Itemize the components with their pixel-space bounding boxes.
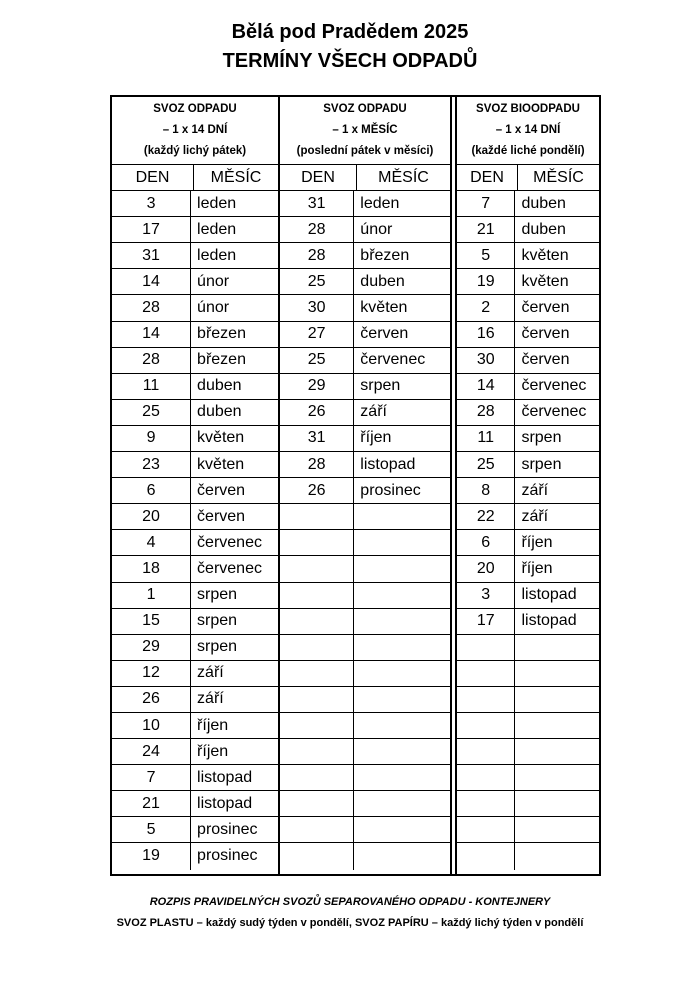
mesic-cell: [354, 635, 450, 660]
table-row: [457, 609, 599, 635]
den-cell: 28: [112, 348, 191, 373]
schedule-table: [110, 95, 601, 876]
table-row: [457, 713, 599, 739]
mesic-cell: říjen: [360, 429, 392, 447]
column-header-line2: – 1 x 14 DNÍ: [162, 124, 228, 136]
table-row: [457, 295, 599, 321]
mesic-cell: září: [360, 403, 387, 421]
mesic-header: MĚSÍC: [210, 168, 262, 186]
table-row: [112, 530, 278, 556]
mesic-header: MĚSÍC: [533, 168, 584, 186]
table-row: [280, 478, 450, 504]
column-header: [280, 97, 450, 165]
den-cell: 9: [112, 426, 191, 451]
mesic-cell: březen: [197, 351, 246, 369]
mesic-cell: červen: [197, 481, 246, 499]
table-row: [457, 583, 599, 609]
table-row: [457, 400, 599, 426]
den-cell: 14: [457, 374, 515, 399]
mesic-cell: [354, 739, 450, 764]
column-header-line1: SVOZ ODPADU: [153, 103, 237, 115]
den-cell: 27: [280, 322, 354, 347]
table-row: [112, 583, 278, 609]
den-cell: 14: [112, 322, 191, 347]
mesic-cell: květen: [521, 246, 569, 264]
mesic-cell: [354, 765, 450, 790]
table-row: [280, 817, 450, 843]
den-cell: 26: [280, 478, 354, 503]
den-cell: 22: [457, 504, 515, 529]
mesic-cell: listopad: [521, 586, 577, 604]
table-row: [457, 426, 599, 452]
den-cell: 30: [457, 348, 515, 373]
table-row: [457, 269, 599, 295]
den-cell: 31: [280, 426, 354, 451]
mesic-cell: [354, 687, 450, 712]
mesic-cell: leden: [360, 194, 400, 212]
mesic-cell: červen: [521, 325, 570, 343]
mesic-cell: červen: [521, 299, 570, 317]
den-cell: [457, 713, 515, 738]
table-row: [112, 295, 278, 321]
mesic-cell: [515, 791, 599, 816]
table-row: [457, 530, 599, 556]
table-row: [457, 217, 599, 243]
den-cell: 3: [112, 191, 191, 216]
table-row: [280, 269, 450, 295]
den-cell: [280, 609, 354, 634]
mesic-cell: září: [197, 690, 224, 708]
general-waste-monthly-column: [280, 97, 450, 874]
mesic-cell: říjen: [197, 742, 229, 760]
table-row: [112, 661, 278, 687]
table-row: [112, 374, 278, 400]
table-row: [112, 504, 278, 530]
table-row: [280, 217, 450, 243]
den-cell: [457, 791, 515, 816]
table-row: [112, 687, 278, 713]
den-cell: 26: [280, 400, 354, 425]
mesic-cell: únor: [360, 220, 393, 238]
table-row: [280, 765, 450, 791]
table-row: [457, 478, 599, 504]
mesic-cell: [354, 791, 450, 816]
mesic-cell: [515, 661, 599, 686]
den-cell: 25: [112, 400, 191, 425]
table-row: [457, 556, 599, 582]
den-cell: 25: [280, 348, 354, 373]
table-row: [457, 843, 599, 869]
mesic-cell: listopad: [521, 612, 577, 630]
den-cell: 20: [112, 504, 191, 529]
table-row: [280, 348, 450, 374]
page-title: Bělá pod Pradědem 2025: [231, 21, 469, 43]
den-cell: 7: [112, 765, 191, 790]
den-cell: [280, 687, 354, 712]
mesic-cell: [515, 765, 599, 790]
mesic-cell: [354, 609, 450, 634]
mesic-cell: září: [521, 481, 549, 499]
table-row: [112, 243, 278, 269]
mesic-cell: duben: [360, 272, 405, 290]
table-row: [280, 583, 450, 609]
den-cell: [457, 817, 515, 842]
den-cell: 2: [457, 295, 515, 320]
table-row: [457, 191, 599, 217]
table-row: [112, 452, 278, 478]
mesic-cell: červen: [360, 325, 409, 343]
den-cell: 14: [112, 269, 191, 294]
den-cell: 1: [112, 583, 191, 608]
den-cell: 17: [457, 609, 515, 634]
den-cell: [280, 661, 354, 686]
den-cell: [457, 843, 515, 869]
mesic-cell: srpen: [521, 455, 562, 473]
den-cell: 11: [112, 374, 191, 399]
den-cell: 31: [280, 191, 354, 216]
mesic-cell: [515, 817, 599, 842]
den-cell: [280, 739, 354, 764]
mesic-cell: listopad: [197, 768, 253, 786]
mesic-cell: listopad: [197, 794, 253, 812]
table-row: [280, 400, 450, 426]
mesic-cell: květen: [360, 299, 408, 317]
den-cell: [280, 530, 354, 555]
footer-note-text: SVOZ PLASTU – každý sudý týden v pondělí, SVOZ PAPÍRU – každý lichý týden v pondělí: [116, 917, 584, 929]
den-cell: 20: [457, 556, 515, 581]
table-row: [112, 635, 278, 661]
mesic-header: MĚSÍC: [378, 168, 429, 186]
mesic-cell: září: [521, 507, 549, 525]
den-cell: 4: [112, 530, 191, 555]
mesic-cell: červenec: [521, 377, 587, 395]
table-row: [112, 191, 278, 217]
den-cell: 28: [280, 243, 354, 268]
mesic-cell: červen: [521, 351, 570, 369]
column-header: [457, 97, 599, 165]
column-header-line2: – 1 x MĚSÍC: [332, 124, 398, 136]
table-row: [457, 452, 599, 478]
den-cell: 28: [112, 295, 191, 320]
mesic-cell: květen: [197, 455, 245, 473]
page-subtitle: TERMÍNY VŠECH ODPADŮ: [222, 50, 478, 72]
den-cell: 23: [112, 452, 191, 477]
table-row: [112, 348, 278, 374]
den-cell: 28: [280, 452, 354, 477]
table-row: [280, 635, 450, 661]
table-row: [280, 713, 450, 739]
den-cell: [280, 635, 354, 660]
den-cell: [280, 843, 354, 869]
mesic-cell: [354, 583, 450, 608]
den-cell: 28: [457, 400, 515, 425]
table-row: [280, 739, 450, 765]
den-cell: [457, 661, 515, 686]
mesic-cell: květen: [197, 429, 245, 447]
den-cell: [280, 504, 354, 529]
den-cell: [457, 739, 515, 764]
den-cell: 17: [112, 217, 191, 242]
den-cell: 25: [457, 452, 515, 477]
table-row: [280, 661, 450, 687]
table-row: [280, 843, 450, 869]
column-header-line1: SVOZ BIOODPADU: [476, 103, 580, 115]
den-cell: [457, 635, 515, 660]
den-cell: [280, 817, 354, 842]
table-row: [457, 661, 599, 687]
mesic-cell: [515, 739, 599, 764]
mesic-cell: [354, 843, 450, 869]
mesic-cell: duben: [521, 220, 566, 238]
table-row: [280, 243, 450, 269]
table-row: [280, 530, 450, 556]
mesic-cell: srpen: [197, 586, 238, 604]
mesic-cell: prosinec: [360, 481, 421, 499]
table-row: [112, 713, 278, 739]
mesic-cell: duben: [197, 403, 242, 421]
mesic-cell: říjen: [521, 559, 553, 577]
table-row: [457, 504, 599, 530]
mesic-cell: [354, 713, 450, 738]
den-cell: 25: [280, 269, 354, 294]
table-header-row: [112, 165, 278, 191]
table-row: [112, 426, 278, 452]
table-row: [457, 791, 599, 817]
table-row: [112, 765, 278, 791]
den-cell: [280, 765, 354, 790]
mesic-cell: říjen: [197, 716, 229, 734]
mesic-cell: [515, 843, 599, 869]
table-row: [112, 843, 278, 869]
mesic-cell: [354, 504, 450, 529]
den-cell: 5: [112, 817, 191, 842]
den-cell: 18: [112, 556, 191, 581]
mesic-cell: duben: [197, 377, 242, 395]
mesic-cell: září: [197, 664, 224, 682]
den-cell: 6: [457, 530, 515, 555]
den-cell: [280, 583, 354, 608]
table-row: [457, 817, 599, 843]
column-header-line3: (každý lichý pátek): [143, 145, 247, 157]
den-cell: 30: [280, 295, 354, 320]
den-header: DEN: [112, 165, 194, 190]
den-cell: [457, 687, 515, 712]
table-row: [457, 322, 599, 348]
mesic-cell: červenec: [360, 351, 426, 369]
den-cell: 29: [112, 635, 191, 660]
mesic-cell: prosinec: [197, 847, 258, 865]
den-cell: 11: [457, 426, 515, 451]
den-cell: 19: [112, 843, 191, 869]
den-cell: 24: [112, 739, 191, 764]
table-row: [112, 269, 278, 295]
den-cell: 21: [457, 217, 515, 242]
column-header-line2: – 1 x 14 DNÍ: [495, 124, 561, 136]
table-row: [457, 765, 599, 791]
den-header: DEN: [280, 165, 357, 190]
biowaste-column: [457, 97, 599, 874]
mesic-cell: [515, 687, 599, 712]
mesic-cell: [515, 635, 599, 660]
table-row: [280, 556, 450, 582]
mesic-cell: červenec: [521, 403, 587, 421]
footer-note-title: ROZPIS PRAVIDELNÝCH SVOZŮ SEPAROVANÉHO ODPADU - KONTEJNERY: [149, 896, 551, 908]
column-header-line3: (každé liché pondělí): [471, 145, 585, 157]
mesic-cell: květen: [521, 272, 569, 290]
den-cell: 28: [280, 217, 354, 242]
table-row: [112, 817, 278, 843]
table-row: [112, 217, 278, 243]
table-row: [457, 348, 599, 374]
mesic-cell: [354, 530, 450, 555]
table-row: [280, 687, 450, 713]
table-header-row: [457, 165, 599, 191]
table-row: [280, 295, 450, 321]
table-row: [112, 400, 278, 426]
table-row: [280, 322, 450, 348]
table-row: [280, 426, 450, 452]
table-row: [457, 374, 599, 400]
table-row: [280, 191, 450, 217]
table-row: [112, 322, 278, 348]
den-cell: 6: [112, 478, 191, 503]
mesic-cell: červenec: [197, 533, 262, 551]
mesic-cell: listopad: [360, 455, 416, 473]
column-header-line3: (poslední pátek v měsíci): [296, 145, 434, 157]
den-cell: 19: [457, 269, 515, 294]
table-row: [280, 504, 450, 530]
mesic-cell: srpen: [197, 612, 238, 630]
den-cell: 21: [112, 791, 191, 816]
den-cell: 8: [457, 478, 515, 503]
mesic-cell: leden: [197, 220, 237, 238]
table-row: [280, 374, 450, 400]
den-cell: 29: [280, 374, 354, 399]
table-row: [457, 243, 599, 269]
table-row: [280, 452, 450, 478]
mesic-cell: prosinec: [197, 820, 258, 838]
table-row: [280, 791, 450, 817]
mesic-cell: červenec: [197, 559, 262, 577]
den-cell: 16: [457, 322, 515, 347]
den-cell: 10: [112, 713, 191, 738]
mesic-cell: [515, 713, 599, 738]
column-header: [112, 97, 278, 165]
table-row: [280, 609, 450, 635]
column-header-line1: SVOZ ODPADU: [323, 103, 407, 115]
mesic-cell: červen: [197, 507, 246, 525]
den-cell: [280, 556, 354, 581]
table-row: [112, 478, 278, 504]
mesic-cell: únor: [197, 299, 230, 317]
table-row: [112, 556, 278, 582]
mesic-cell: srpen: [360, 377, 401, 395]
den-cell: 15: [112, 609, 191, 634]
mesic-cell: [354, 661, 450, 686]
mesic-cell: únor: [197, 272, 230, 290]
table-row: [457, 635, 599, 661]
den-header: DEN: [457, 165, 518, 190]
table-row: [457, 739, 599, 765]
general-waste-14-day-column: [112, 97, 278, 874]
table-row: [112, 739, 278, 765]
mesic-cell: říjen: [521, 533, 553, 551]
mesic-cell: [354, 556, 450, 581]
mesic-cell: leden: [197, 246, 237, 264]
mesic-cell: [354, 817, 450, 842]
table-row: [457, 687, 599, 713]
mesic-cell: březen: [360, 246, 410, 264]
den-cell: 31: [112, 243, 191, 268]
den-cell: 5: [457, 243, 515, 268]
den-cell: 12: [112, 661, 191, 686]
den-cell: 7: [457, 191, 515, 216]
mesic-cell: srpen: [197, 638, 238, 656]
den-cell: [280, 713, 354, 738]
den-cell: [280, 791, 354, 816]
den-cell: 3: [457, 583, 515, 608]
mesic-cell: leden: [197, 194, 237, 212]
column-divider: [450, 97, 452, 874]
mesic-cell: březen: [197, 325, 246, 343]
table-row: [112, 791, 278, 817]
den-cell: [457, 765, 515, 790]
mesic-cell: duben: [521, 194, 566, 212]
den-cell: 26: [112, 687, 191, 712]
mesic-cell: srpen: [521, 429, 562, 447]
table-row: [112, 609, 278, 635]
table-header-row: [280, 165, 450, 191]
